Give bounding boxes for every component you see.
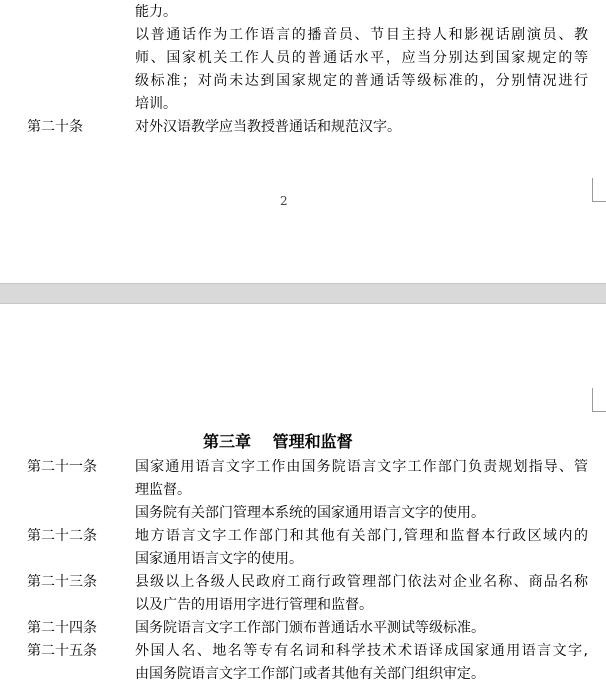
article-number: 第二十二条 [27, 528, 97, 544]
document-page-1 [0, 0, 606, 283]
article-text: 对外汉语教学应当教授普通话和规范汉字。 [135, 119, 401, 135]
article-number: 第二十五条 [27, 643, 97, 659]
text-line: 以普通话作为工作语言的播音员、节目主持人和影视话剧演员、教 [135, 27, 588, 43]
page-number: 2 [280, 194, 288, 208]
text-line: 师、国家机关工作人员的普通话水平，应当分别达到国家规定的等 [135, 50, 588, 66]
text-line: 能力。 [135, 4, 177, 20]
article-number: 第二十三条 [27, 574, 97, 590]
page-margin-corner-mark [592, 388, 606, 412]
chapter-title: 第三章 管理和监督 [203, 432, 353, 451]
article-text-line: 以及广告的用语用字进行管理和监督。 [135, 597, 373, 613]
article-text-line: 县级以上各级人民政府工商行政管理部门依法对企业名称、商品名称 [135, 574, 588, 590]
article-text-line: 国务院语言文字工作部门颁布普通话水平测试等级标准。 [135, 620, 485, 636]
text-line: 级标准；对尚未达到国家规定的普通话等级标准的，分别情况进行 [135, 73, 588, 89]
article-text-line: 国家通用语言文字工作由国务院语言文字工作部门负责规划指导、管 [135, 459, 588, 475]
page-separator [0, 283, 606, 304]
article-text-line: 由国务院语言文字工作部门或者其他有关部门组织审定。 [135, 666, 485, 682]
text-line: 培训。 [135, 96, 177, 112]
article-number: 第二十条 [27, 119, 83, 135]
article-number: 第二十一条 [27, 459, 97, 475]
article-text-line: 国家通用语言文字的使用。 [135, 551, 303, 567]
article-text-line: 外国人名、地名等专有名词和科学技术术语译成国家通用语言文字, [135, 643, 588, 659]
article-text-line: 国务院有关部门管理本系统的国家通用语言文字的使用。 [135, 505, 485, 521]
article-text-line: 理监督。 [135, 482, 191, 498]
article-text-line: 地方语言文字工作部门和其他有关部门,管理和监督本行政区域内的 [135, 528, 588, 544]
page-margin-corner-mark [592, 178, 606, 202]
article-number: 第二十四条 [27, 620, 97, 636]
